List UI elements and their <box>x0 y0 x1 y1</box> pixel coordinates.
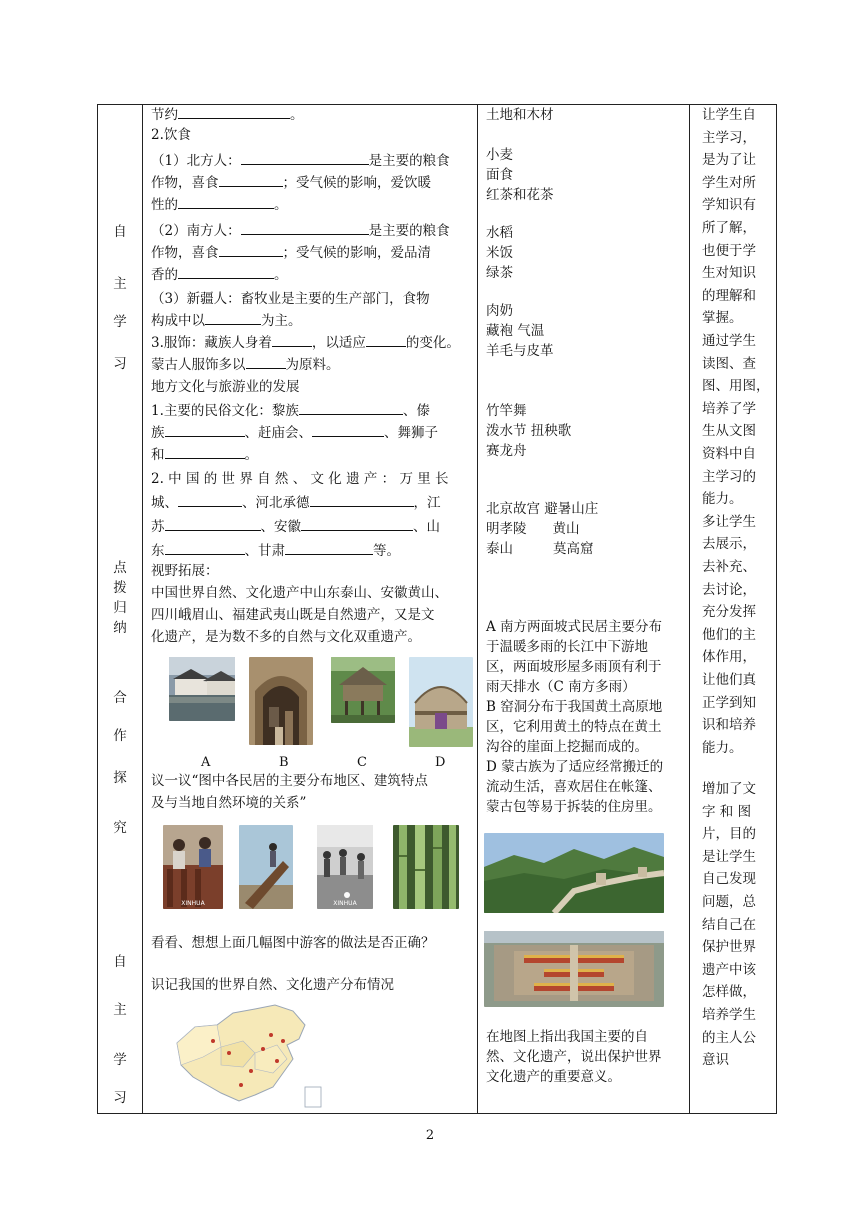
section-heading: 地方文化与旅游业的发展 <box>151 379 300 395</box>
intent-line: 主学习， <box>702 129 756 146</box>
text-line: 议一议“图中各民居的主要分布地区、建筑特点 <box>151 773 428 789</box>
answer-line: 区，两面坡形屋多雨顶有利于 <box>486 659 662 675</box>
intent-line: 怎样做， <box>702 984 756 1001</box>
stage-label: 自 <box>113 224 127 240</box>
stage-label: 作 <box>113 728 127 744</box>
watermark-text: XINHUA <box>181 900 205 907</box>
text-line: 作物，喜食 ；受气候的影响，爱品清 <box>151 245 431 261</box>
text-line: 蒙古人服饰多以 为原料。 <box>151 357 340 373</box>
text-line: 四川峨眉山、福建武夷山既是自然遗产，又是文 <box>151 607 435 623</box>
photo-caption: A <box>201 755 211 770</box>
fill-blank[interactable] <box>178 195 274 209</box>
intent-line: 也便于学 <box>702 242 756 259</box>
answer-line: 肉奶 <box>486 303 513 319</box>
photo-bamboo-carving <box>393 825 459 909</box>
intent-line: 去展示， <box>702 536 756 553</box>
watermark-text: XINHUA <box>333 900 357 907</box>
fill-blank[interactable] <box>219 243 283 257</box>
stage-label: 归 <box>113 600 127 616</box>
fill-blank[interactable] <box>178 493 242 507</box>
text-line: （1）北方人： 是主要的粮食 <box>151 153 450 169</box>
answer-line: 羊毛与皮革 <box>486 343 554 359</box>
intent-line: 让他们真 <box>702 672 756 688</box>
text-line: 化遗产，是为数不多的自然与文化双重遗产。 <box>151 629 421 645</box>
intent-line: 主学习的 <box>702 468 756 485</box>
text-line: （2）南方人： 是主要的粮食 <box>151 223 450 239</box>
text-line: 2. 中 国 的 世 界 自 然 、 文 化 遗 产 ： 万 里 长 <box>151 471 449 487</box>
answer-column <box>478 105 690 1114</box>
stage-label: 自 <box>113 954 127 970</box>
text-line: 节约 。 <box>151 107 304 123</box>
intent-line: 通过学生 <box>702 333 756 349</box>
photo-caption: B <box>279 755 289 770</box>
answer-line: B 窑洞分布于我国黄土高原地 <box>486 699 663 715</box>
intent-line: 让学生自 <box>702 107 756 123</box>
fill-blank[interactable] <box>165 445 245 459</box>
answer-line: 小麦 <box>486 147 513 163</box>
stage-label: 学 <box>113 314 127 330</box>
answer-line: 在地图上指出我国主要的自 <box>486 1029 648 1045</box>
fill-blank[interactable] <box>301 517 413 531</box>
stage-label: 纳 <box>113 620 127 636</box>
intent-line: 体作用， <box>702 649 756 666</box>
stage-label: 主 <box>113 1002 127 1018</box>
photo-tourists-1 <box>163 825 223 909</box>
page-number: 2 <box>425 1128 435 1143</box>
intent-line: 能力。 <box>702 491 743 508</box>
stage-label: 拨 <box>113 580 127 596</box>
answer-line: 泼水节 扭秧歌 <box>486 423 572 439</box>
answer-line: 雨天排水（C 南方多雨） <box>486 679 636 695</box>
answer-line: 红茶和花茶 <box>486 187 554 203</box>
intent-line: 意识 <box>702 1052 729 1069</box>
photo-southern-house <box>169 657 235 721</box>
intent-line: 片，目的 <box>702 826 756 843</box>
text-line: 看看、想想上面几幅图中游客的做法是否正确？ <box>151 935 435 951</box>
text-line: 及与当地自然环境的关系” <box>151 795 307 811</box>
fill-blank[interactable] <box>241 221 369 235</box>
intent-line: 自己发现 <box>702 871 756 888</box>
intent-line: 去补充、 <box>702 559 756 575</box>
photo-cave-dwelling <box>249 657 313 745</box>
answer-line: 区，它利用黄土的特点在黄土 <box>486 719 662 735</box>
answer-line: 米饭 <box>486 245 513 261</box>
intent-line: 的主人公 <box>702 1029 756 1046</box>
fill-blank[interactable] <box>246 355 286 369</box>
intent-line: 生对知识 <box>702 265 756 282</box>
answer-line: 水稻 <box>486 225 513 241</box>
intent-line: 多让学生 <box>702 513 756 530</box>
answer-line: 藏袍 气温 <box>486 323 545 339</box>
heritage-map <box>159 1001 329 1111</box>
intent-line: 培养学生 <box>702 1007 756 1023</box>
text-line: 中国世界自然、文化遗产中山东泰山、安徽黄山、 <box>151 585 448 601</box>
intent-line: 资料中自 <box>702 446 756 462</box>
intent-line: 他们的主 <box>702 626 756 643</box>
photo-forbidden-city <box>484 931 664 1007</box>
intent-line: 的理解和 <box>702 287 756 304</box>
text-line: 1.主要的民俗文化：黎族 、傣 <box>151 403 430 419</box>
intent-line: 充分发挥 <box>702 604 756 621</box>
answer-line: D 蒙古族为了适应经常搬迁的 <box>486 759 664 775</box>
photo-great-wall <box>484 833 664 913</box>
text-line: 3.服饰：藏族人身着 ，以适应 的变化。 <box>151 335 460 351</box>
intent-line: 去讨论， <box>702 581 756 598</box>
intent-line: 所了解， <box>702 220 756 236</box>
text-line: （3）新疆人：畜牧业是主要的生产部门，食物 <box>151 291 430 307</box>
intent-line: 是让学生 <box>702 848 756 865</box>
fill-blank[interactable] <box>299 401 403 415</box>
fill-blank[interactable] <box>219 173 283 187</box>
answer-line: 明孝陵 黄山 <box>486 521 580 537</box>
fill-blank[interactable] <box>285 541 373 555</box>
text-line: 香的 。 <box>151 267 288 283</box>
answer-line: 面食 <box>486 167 513 183</box>
photo-tourists-3 <box>317 825 373 909</box>
answer-line: 蒙古包等易于拆装的住房里。 <box>486 799 662 815</box>
stage-label: 主 <box>113 276 127 292</box>
fill-blank[interactable] <box>165 517 261 531</box>
intent-line: 学知识有 <box>702 197 756 214</box>
fill-blank[interactable] <box>165 541 245 555</box>
answer-line: 流动生活，喜欢居住在帐篷、 <box>486 779 662 795</box>
fill-blank[interactable] <box>205 311 261 325</box>
intent-line: 字 和 图 <box>702 803 752 820</box>
photo-tourists-2 <box>239 825 293 909</box>
fill-blank[interactable] <box>178 105 290 119</box>
answer-line: 然、文化遗产，说出保护世界 <box>486 1049 662 1065</box>
answer-line: 文化遗产的重要意义。 <box>486 1069 621 1085</box>
answer-line: 北京故宫 避暑山庄 <box>486 501 599 517</box>
fill-blank[interactable] <box>241 151 369 165</box>
answer-line: 泰山 莫高窟 <box>486 541 594 557</box>
intent-line: 读图、查 <box>702 355 756 372</box>
text-line: 作物，喜食 ；受气候的影响，爱饮暖 <box>151 175 431 191</box>
text-line: 族 、赶庙会、 、舞狮子 <box>151 425 438 441</box>
text-line: 识记我国的世界自然、文化遗产分布情况 <box>151 977 394 993</box>
answer-line: 沟谷的崖面上挖掘而成的。 <box>486 739 648 755</box>
intent-line: 结自己在 <box>702 916 756 933</box>
text-line: 城、 、河北承德 ，江 <box>151 495 441 511</box>
answer-line: 竹竿舞 <box>486 403 527 419</box>
fill-blank[interactable] <box>312 423 384 437</box>
intent-line: 图、用图， <box>702 378 770 395</box>
photo-bamboo-house <box>331 657 395 723</box>
photo-yurt <box>409 657 473 747</box>
photo-caption: C <box>357 755 367 770</box>
text-line: 苏 、安徽 、山 <box>151 519 440 535</box>
text-line: 性的 。 <box>151 197 288 213</box>
fill-blank[interactable] <box>272 333 312 347</box>
design-intent-column <box>690 105 777 1114</box>
intent-line: 问题，总 <box>702 894 756 910</box>
text-line: 构成中以 为主。 <box>151 313 302 329</box>
section-heading: 2.饮食 <box>151 127 191 143</box>
answer-line: 赛龙舟 <box>486 443 527 459</box>
stage-column <box>98 105 143 1114</box>
stage-label: 点 <box>113 560 127 576</box>
lesson-plan-table <box>97 104 777 1114</box>
intent-line: 保护世界 <box>702 939 756 956</box>
intent-line: 学生对所 <box>702 174 756 191</box>
intent-line: 增加了文 <box>702 781 756 797</box>
answer-line: 土地和木材 <box>486 107 554 123</box>
answer-line: 绿茶 <box>486 265 513 281</box>
content-column <box>143 105 478 1114</box>
stage-label: 究 <box>113 820 127 836</box>
fill-blank[interactable] <box>310 493 414 507</box>
intent-line: 是为了让 <box>702 152 756 169</box>
intent-line: 正学到知 <box>702 694 756 711</box>
stage-label: 学 <box>113 1052 127 1068</box>
photo-caption: D <box>435 755 446 770</box>
stage-label: 习 <box>113 1090 127 1106</box>
stage-label: 探 <box>113 770 127 786</box>
intent-line: 遗产中该 <box>702 961 756 978</box>
stage-label: 习 <box>113 356 127 372</box>
fill-blank[interactable] <box>178 265 274 279</box>
text-line: 东 、甘肃 等。 <box>151 543 400 559</box>
stage-label: 合 <box>113 690 127 706</box>
intent-line: 培养了学 <box>702 400 756 417</box>
answer-line: A 南方两面坡式民居主要分布 <box>486 619 663 635</box>
fill-blank[interactable] <box>165 423 245 437</box>
fill-blank[interactable] <box>366 333 406 347</box>
text-line: 和 。 <box>151 447 258 463</box>
section-heading: 视野拓展： <box>151 563 219 579</box>
intent-line: 能力。 <box>702 739 743 756</box>
intent-line: 掌握。 <box>702 310 743 327</box>
intent-line: 识和培养 <box>702 717 756 734</box>
intent-line: 生从文图 <box>702 423 756 440</box>
answer-line: 于温暖多雨的长江中下游地 <box>486 639 648 655</box>
